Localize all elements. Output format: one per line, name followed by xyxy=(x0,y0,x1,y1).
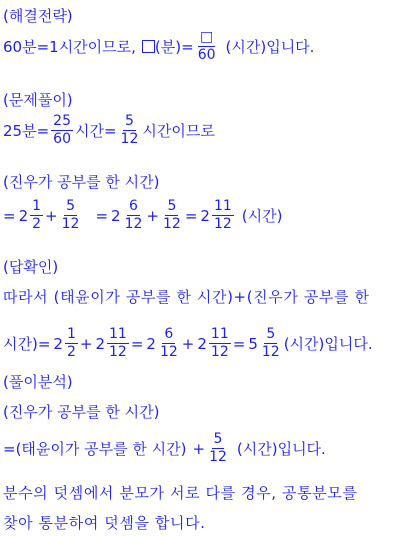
fraction: $\frac{5}{12}$ xyxy=(261,326,280,360)
fraction: $\frac{6}{12}$ xyxy=(159,326,178,360)
section-check: (답확인) xyxy=(3,258,59,276)
check-sentence: 따라서 (태윤이가 공부를 한 시간)+(진우가 공부를 한 xyxy=(3,288,370,306)
fraction: $\frac{11}{12}$ xyxy=(210,326,229,360)
fraction: $\frac{11}{12}$ xyxy=(109,326,127,360)
check-calculation: 시간)= 2 $\frac{1}{2}$ + 2 $\frac{11}{12}$ = 2 $\frac{6}{12}$ + 2 $\frac{11}{12}$ = 5 $\frac{5}{12}$ (시간)입니다. xyxy=(3,326,373,360)
explanation-line-2: 찾아 통분하여 덧셈을 합니다. xyxy=(3,514,206,532)
text: 60분=1시간이므로, xyxy=(3,37,136,56)
fraction: $\frac{1}{2}$ xyxy=(32,198,42,232)
section-strategy: (해결전략) xyxy=(3,7,73,25)
fraction: $\frac{5}{12}$ xyxy=(209,431,227,465)
blank-box xyxy=(142,40,155,53)
fraction: $\frac{6}{12}$ xyxy=(124,198,143,232)
section-analysis: (풀이분석) xyxy=(3,373,73,391)
fraction: $\frac{□}{60}$ xyxy=(197,29,216,63)
fraction: $\frac{5}{12}$ xyxy=(61,198,80,232)
fraction: $\frac{5}{12}$ xyxy=(120,113,139,147)
analysis-line: (진우가 공부를 한 시간) xyxy=(3,403,160,421)
section-jinwoo-time: (진우가 공부를 한 시간) xyxy=(3,173,160,191)
explanation-line-1: 분수의 덧셈에서 분모가 서로 다를 경우, 공통분모를 xyxy=(3,484,358,502)
fraction: $\frac{1}{2}$ xyxy=(66,326,76,360)
calculation-line: = 2 $\frac{1}{2}$ + $\frac{5}{12}$ = 2 $\frac{6}{12}$ + $\frac{5}{12}$ = 2 $\frac{11}{12}$ (시간) xyxy=(3,198,283,232)
analysis-equation: =(태윤이가 공부를 한 시간) + $\frac{5}{12}$ (시간)입니다. xyxy=(3,431,326,465)
text: (시간)입니다. xyxy=(225,37,315,56)
conversion-line: 25분= $\frac{25}{60}$ 시간= $\frac{5}{12}$ 시간이므로 xyxy=(3,113,215,147)
fraction: $\frac{5}{12}$ xyxy=(162,198,181,232)
section-solution: (문제풀이) xyxy=(3,91,73,109)
fraction: $\frac{11}{12}$ xyxy=(213,198,232,232)
text: (분)= xyxy=(154,37,194,56)
fraction: $\frac{25}{60}$ xyxy=(53,113,71,147)
strategy-line xyxy=(3,30,314,63)
